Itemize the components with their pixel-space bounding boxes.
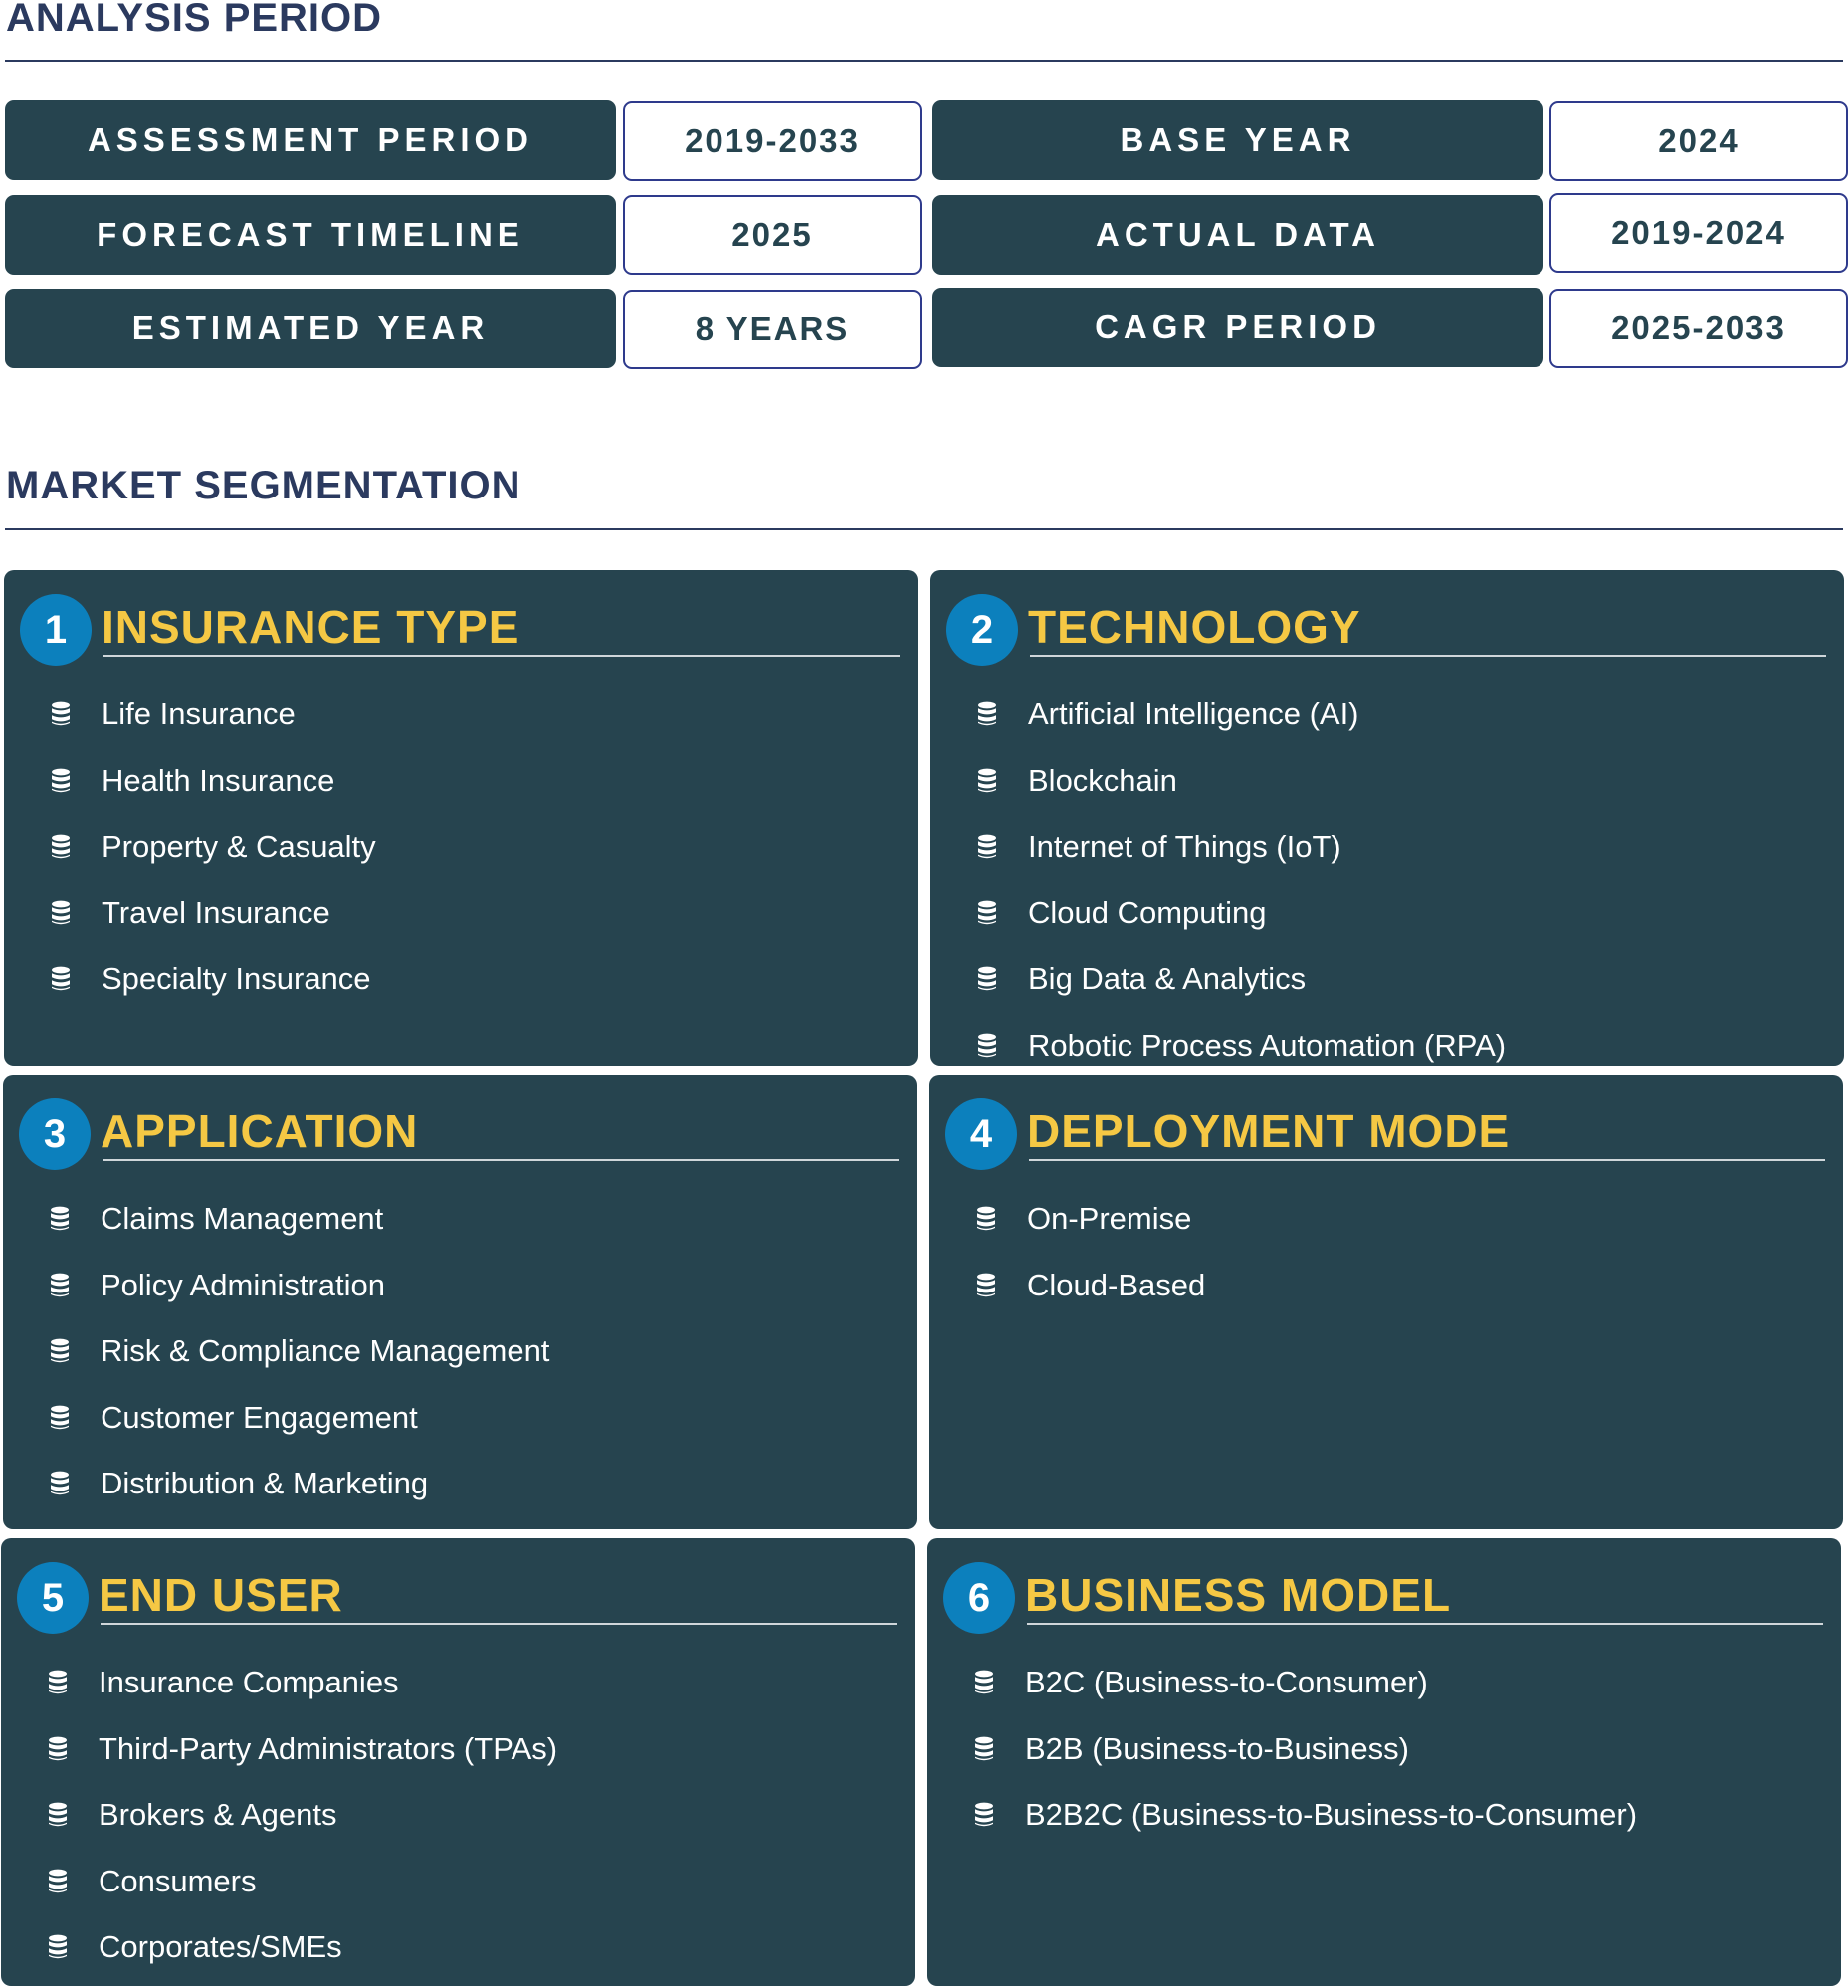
segment-title: DEPLOYMENT MODE [1027,1105,1511,1157]
segment-title: APPLICATION [101,1105,419,1157]
segment-title-divider [103,655,900,657]
database-icon [960,1033,1014,1059]
estimated-year-label: ESTIMATED YEAR [5,289,616,368]
database-icon [34,900,88,926]
database-icon [31,1934,85,1960]
list-item [929,1186,1205,1253]
list-item-label: Customer Engagement [101,1399,418,1435]
segment-title: INSURANCE TYPE [102,601,520,653]
list-item-label: Property & Casualty [102,829,376,865]
list-item [930,748,1506,815]
list-item-label: Claims Management [101,1201,384,1237]
database-icon [31,1736,85,1762]
segment-card-end-user [1,1538,915,1986]
list-item [930,682,1506,748]
list-item [4,682,376,748]
base-year-value: 2024 [1549,101,1848,181]
segment-card-technology [930,570,1844,1066]
list-item-label: Blockchain [1028,762,1177,798]
list-item-label: B2C (Business-to-Consumer) [1025,1665,1428,1700]
list-item [3,1318,549,1385]
segment-title-divider [1027,1623,1823,1625]
segment-number-badge: 2 [946,594,1018,666]
database-icon [960,900,1014,926]
forecast-timeline-label: FORECAST TIMELINE [5,195,616,275]
database-icon [34,834,88,860]
market-segmentation-title: MARKET SEGMENTATION [6,464,521,507]
list-item [4,748,376,815]
database-icon [31,1869,85,1894]
segment-title-divider [101,1623,897,1625]
segment-title-divider [1030,655,1826,657]
list-item [927,1782,1637,1849]
segment-number-badge: 4 [945,1098,1017,1170]
list-item [4,814,376,881]
segment-card-business-model [927,1538,1841,1986]
cagr-period-label: CAGR PERIOD [932,288,1543,367]
segment-item-list [929,1186,1205,1318]
analysis-period-title: ANALYSIS PERIOD [6,0,383,40]
cagr-period-value: 2025-2033 [1549,289,1848,368]
list-item-label: Life Insurance [102,696,296,732]
list-item-label: Health Insurance [102,762,335,798]
list-item-label: Cloud Computing [1028,895,1267,930]
list-item [930,946,1506,1013]
database-icon [960,768,1014,794]
database-icon [33,1206,87,1232]
list-item [930,814,1506,881]
list-item [927,1716,1637,1783]
assessment-period-value: 2019-2033 [623,101,922,181]
list-item-label: Big Data & Analytics [1028,961,1307,997]
list-item-label: Robotic Process Automation (RPA) [1028,1027,1507,1063]
segment-card-deployment-mode [929,1075,1843,1529]
segment-item-list [930,682,1506,1079]
segment-item-list [4,682,376,1013]
actual-data-label: ACTUAL DATA [932,195,1543,275]
list-item [3,1186,549,1253]
market-segmentation-divider [5,528,1843,530]
database-icon [957,1670,1011,1695]
list-item [3,1385,549,1452]
segment-item-list [1,1650,557,1981]
list-item-label: B2B2C (Business-to-Business-to-Consumer) [1025,1797,1638,1833]
list-item-label: Cloud-Based [1027,1267,1206,1302]
actual-data-value: 2019-2024 [1549,193,1848,273]
database-icon [957,1802,1011,1828]
database-icon [957,1736,1011,1762]
database-icon [960,701,1014,727]
list-item [3,1451,549,1517]
database-icon [33,1471,87,1496]
segment-number-badge: 5 [17,1562,89,1634]
list-item-label: Artificial Intelligence (AI) [1028,696,1359,732]
list-item-label: Risk & Compliance Management [101,1333,550,1369]
database-icon [31,1802,85,1828]
database-icon [960,834,1014,860]
assessment-period-label: ASSESSMENT PERIOD [5,100,616,180]
segment-card-insurance-type [4,570,918,1066]
list-item [4,946,376,1013]
database-icon [33,1338,87,1364]
segment-item-list [3,1186,549,1517]
segment-item-list [927,1650,1637,1849]
list-item [1,1914,557,1981]
list-item-label: Internet of Things (IoT) [1028,829,1341,865]
list-item [4,881,376,947]
database-icon [33,1405,87,1431]
list-item-label: Third-Party Administrators (TPAs) [99,1730,558,1766]
base-year-label: BASE YEAR [932,100,1543,180]
list-item [1,1650,557,1716]
database-icon [960,966,1014,992]
database-icon [33,1273,87,1298]
database-icon [959,1206,1013,1232]
database-icon [34,966,88,992]
analysis-period-divider [5,60,1843,62]
segment-number-badge: 1 [20,594,92,666]
list-item-label: Brokers & Agents [99,1797,337,1833]
segment-number-badge: 6 [943,1562,1015,1634]
list-item-label: B2B (Business-to-Business) [1025,1730,1409,1766]
database-icon [34,701,88,727]
list-item-label: Corporates/SMEs [99,1929,342,1965]
forecast-timeline-value: 2025 [623,195,922,275]
list-item-label: Insurance Companies [99,1665,399,1700]
list-item [3,1253,549,1319]
list-item-label: Policy Administration [101,1267,386,1302]
list-item [1,1782,557,1849]
database-icon [34,768,88,794]
segment-card-application [3,1075,917,1529]
segment-title: END USER [99,1569,343,1621]
database-icon [959,1273,1013,1298]
segment-title-divider [1029,1159,1825,1161]
list-item [930,881,1506,947]
list-item [927,1650,1637,1716]
list-item-label: Distribution & Marketing [101,1466,429,1501]
list-item-label: Specialty Insurance [102,961,371,997]
segment-title-divider [103,1159,899,1161]
list-item-label: Consumers [99,1863,257,1898]
list-item [930,1013,1506,1080]
list-item-label: Travel Insurance [102,895,330,930]
segment-title: BUSINESS MODEL [1025,1569,1452,1621]
list-item-label: On-Premise [1027,1201,1192,1237]
list-item [1,1849,557,1915]
segment-title: TECHNOLOGY [1028,601,1361,653]
segment-number-badge: 3 [19,1098,91,1170]
list-item [1,1716,557,1783]
estimated-year-value: 8 YEARS [623,290,922,369]
list-item [929,1253,1205,1319]
database-icon [31,1670,85,1695]
